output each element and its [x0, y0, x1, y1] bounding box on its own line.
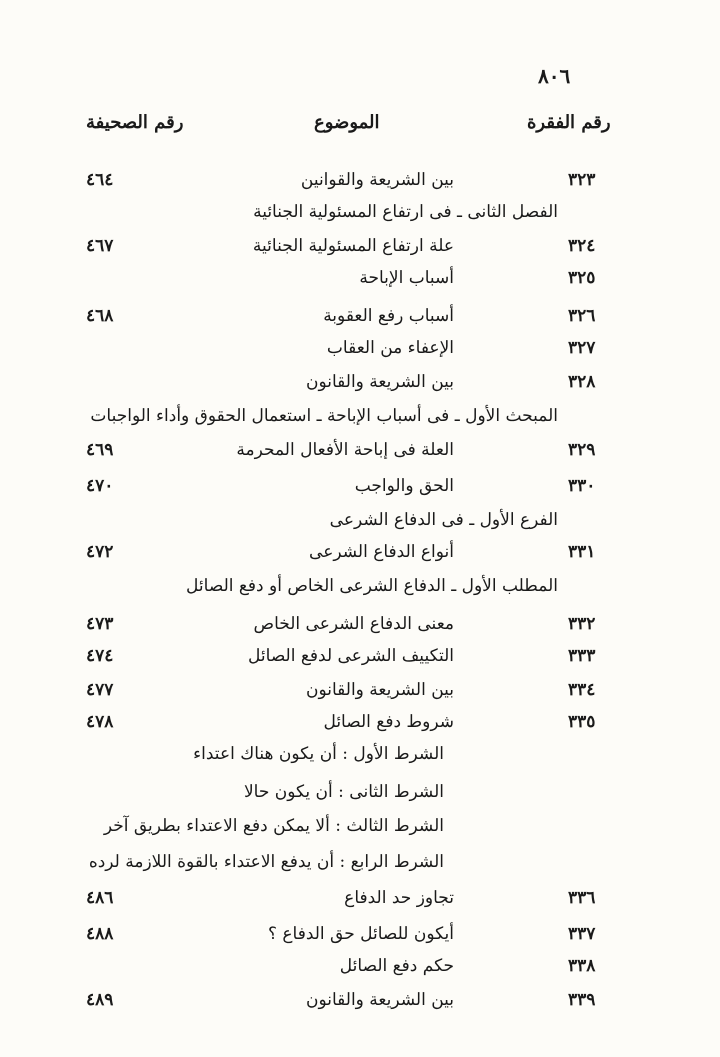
topic-entry: بين الشريعة والقانون: [306, 990, 454, 1010]
paragraph-number: ٣٢٤: [568, 236, 596, 256]
section-heading: المبحث الأول ـ فى أسباب الإباحة ـ استعمال الحقوق وأداء الواجبات: [90, 406, 558, 426]
topic-entry: بين الشريعة والقوانين: [300, 170, 454, 190]
paragraph-number: ٣٢٦: [568, 306, 596, 326]
page-reference: ٤٧٧: [86, 680, 114, 700]
condition-entry: الشرط الأول : أن يكون هناك اعتداء: [193, 744, 444, 764]
topic-entry: شروط دفع الصائل: [323, 712, 454, 732]
paragraph-number: ٣٣٨: [568, 956, 596, 976]
page-reference: ٤٧٨: [86, 712, 114, 732]
section-heading: المطلب الأول ـ الدفاع الشرعى الخاص أو دفع الصائل: [186, 576, 558, 596]
toc-row: [0, 614, 720, 644]
page-reference: ٤٨٦: [86, 888, 114, 908]
header-topic: الموضوع: [314, 112, 380, 133]
toc-row: [0, 202, 720, 232]
topic-entry: بين الشريعة والقانون: [306, 680, 454, 700]
paragraph-number: ٣٢٧: [568, 338, 596, 358]
toc-row: [0, 712, 720, 742]
section-heading: الفرع الأول ـ فى الدفاع الشرعى: [329, 510, 558, 530]
page-reference: ٤٧٤: [86, 646, 114, 666]
toc-row: [0, 306, 720, 336]
topic-entry: أنواع الدفاع الشرعى: [309, 542, 454, 562]
page-reference: ٤٦٩: [86, 440, 114, 460]
toc-row: [0, 268, 720, 298]
topic-entry: بين الشريعة والقانون: [306, 372, 454, 392]
condition-entry: الشرط الثانى : أن يكون حالا: [243, 782, 444, 802]
header-page-number: رقم الصحيفة: [86, 112, 184, 133]
toc-row: [0, 170, 720, 200]
topic-entry: التكييف الشرعى لدفع الصائل: [248, 646, 454, 666]
paragraph-number: ٣٣٢: [568, 614, 596, 634]
toc-row: [0, 888, 720, 918]
topic-entry: العلة فى إباحة الأفعال المحرمة: [236, 440, 454, 460]
toc-row: [0, 236, 720, 266]
paragraph-number: ٣٣٠: [568, 476, 596, 496]
toc-row: [0, 816, 720, 846]
section-heading: الفصل الثانى ـ فى ارتفاع المسئولية الجنائية: [253, 202, 558, 222]
condition-entry: الشرط الثالث : ألا يمكن دفع الاعتداء بطريق آخر: [103, 816, 444, 836]
topic-entry: أيكون للصائل حق الدفاع ؟: [267, 924, 454, 944]
toc-row: [0, 406, 720, 436]
topic-entry: علة ارتفاع المسئولية الجنائية: [252, 236, 454, 256]
paragraph-number: ٣٢٩: [568, 440, 596, 460]
paragraph-number: ٣٣٧: [568, 924, 596, 944]
topic-entry: الحق والواجب: [354, 476, 454, 496]
page-reference: ٤٧٢: [86, 542, 114, 562]
page-reference: ٤٦٧: [86, 236, 114, 256]
toc-row: [0, 924, 720, 954]
page-reference: ٤٧٣: [86, 614, 114, 634]
page-reference: ٤٨٩: [86, 990, 114, 1010]
topic-entry: حكم دفع الصائل: [339, 956, 454, 976]
paragraph-number: ٣٣٥: [568, 712, 596, 732]
paragraph-number: ٣٣٣: [568, 646, 596, 666]
condition-entry: الشرط الرابع : أن يدفع الاعتداء بالقوة اللازمة لرده: [88, 852, 444, 872]
page-number: ٨٠٦: [538, 64, 571, 88]
toc-row: [0, 852, 720, 882]
paragraph-number: ٣٣٦: [568, 888, 596, 908]
topic-entry: الإعفاء من العقاب: [326, 338, 454, 358]
page-reference: ٤٦٤: [86, 170, 114, 190]
page-reference: ٤٨٨: [86, 924, 114, 944]
toc-row: [0, 956, 720, 986]
paragraph-number: ٣٢٣: [568, 170, 596, 190]
toc-row: [0, 510, 720, 540]
toc-row: [0, 646, 720, 676]
toc-row: [0, 990, 720, 1020]
topic-entry: أسباب الإباحة: [359, 268, 454, 288]
toc-row: [0, 338, 720, 368]
page-reference: ٤٦٨: [86, 306, 114, 326]
topic-entry: أسباب رفع العقوبة: [323, 306, 454, 326]
toc-row: [0, 372, 720, 402]
toc-row: [0, 576, 720, 606]
topic-entry: تجاوز حد الدفاع: [344, 888, 454, 908]
paragraph-number: ٣٣٩: [568, 990, 596, 1010]
topic-entry: معنى الدفاع الشرعى الخاص: [253, 614, 454, 634]
toc-row: [0, 476, 720, 506]
toc-row: [0, 782, 720, 812]
page-reference: ٤٧٠: [86, 476, 114, 496]
toc-row: [0, 542, 720, 572]
paragraph-number: ٣٢٨: [568, 372, 596, 392]
toc-row: [0, 744, 720, 774]
paragraph-number: ٣٢٥: [568, 268, 596, 288]
paragraph-number: ٣٣٤: [568, 680, 596, 700]
toc-row: [0, 680, 720, 710]
toc-row: [0, 440, 720, 470]
paragraph-number: ٣٣١: [568, 542, 596, 562]
header-paragraph-number: رقم الفقرة: [527, 112, 611, 133]
